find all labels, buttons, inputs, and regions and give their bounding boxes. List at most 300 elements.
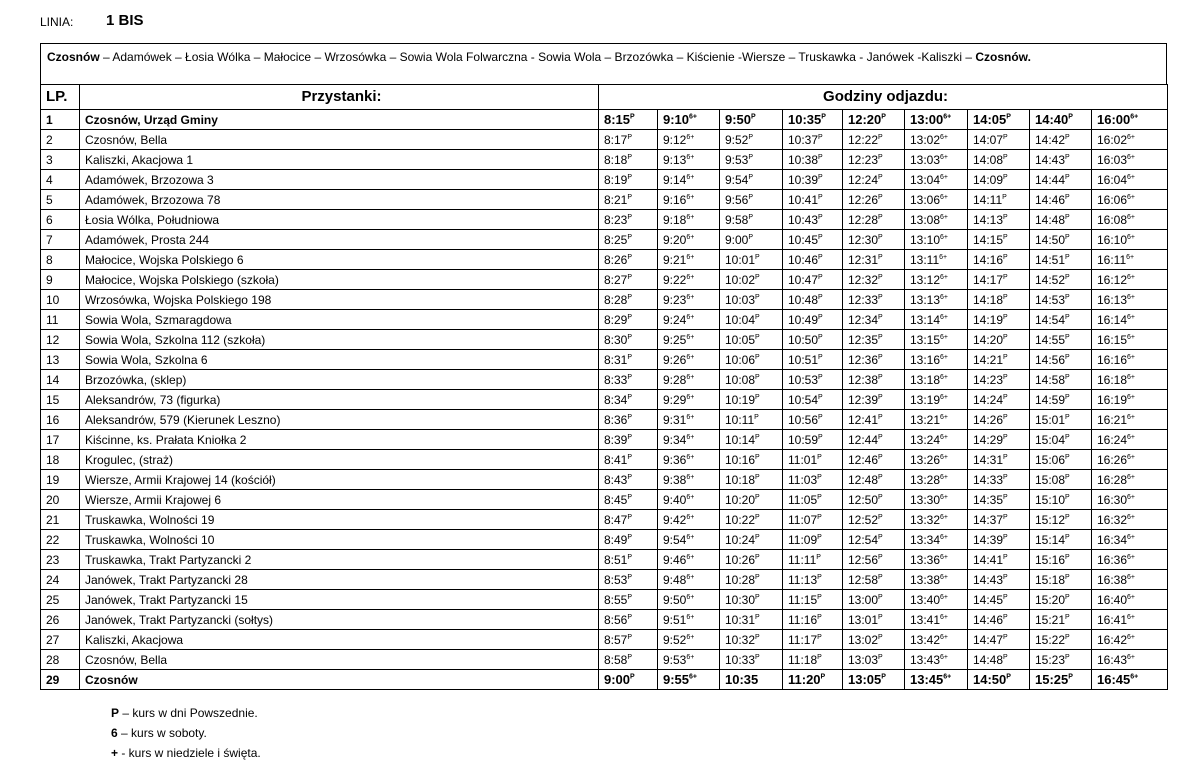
time-value: 16:00 [1097,111,1131,127]
time-value: 16:40 [1097,592,1128,607]
time-value: 11:16 [788,612,818,627]
departure-time [1092,150,1168,170]
time-marker: 6+ [1127,233,1136,241]
departure-time [1092,170,1168,190]
time-marker: P [1065,553,1070,561]
departure-time [658,190,720,210]
time-value: 10:39 [788,172,819,187]
departure-time [599,490,658,510]
departure-time [783,470,843,490]
departure-time [658,230,720,250]
time-value: 10:28 [725,572,756,587]
time-marker: P [878,653,883,661]
departure-time [968,190,1030,210]
departure-time [658,150,720,170]
time-marker: P [1065,253,1070,261]
time-marker: P [1003,553,1008,561]
time-marker: P [755,453,760,461]
time-value: 8:27 [604,272,628,287]
time-value: 13:11 [910,252,940,267]
time-marker: 6+ [1127,613,1136,621]
time-marker: P [755,613,760,621]
time-value: 15:20 [1035,592,1066,607]
departure-time [905,510,968,530]
legend-item-p: P – kurs w dni Powszednie. [111,706,258,720]
departure-time [843,570,905,590]
time-marker: 6+ [686,573,695,581]
departure-time [658,130,720,150]
departure-time [783,530,843,550]
departure-time [658,210,720,230]
row-number: 27 [41,630,80,650]
time-value: 12:46 [848,452,879,467]
time-value: 10:37 [788,132,819,147]
time-value: 13:12 [910,272,941,287]
time-marker: 6+ [940,633,949,641]
time-marker: 6+ [943,673,952,681]
time-marker: P [1068,113,1073,121]
departure-time [843,550,905,570]
time-value: 13:02 [910,132,941,147]
time-value: 11:01 [788,452,818,467]
time-marker: P [627,413,633,421]
row-number: 3 [41,150,80,170]
departure-time [720,170,783,190]
departure-time [843,590,905,610]
stop-name: Adamówek, Brzozowa 78 [80,190,599,210]
time-value: 14:20 [973,332,1004,347]
row-number: 4 [41,170,80,190]
time-marker: P [878,593,883,601]
time-marker: P [818,433,823,441]
departure-time [658,450,720,470]
time-marker: P [817,513,822,521]
time-value: 13:26 [910,452,941,467]
departure-time [905,270,968,290]
departure-time [968,530,1030,550]
table-row [41,130,1168,150]
time-value: 13:10 [910,232,941,247]
departure-time [843,230,905,250]
time-marker: 6+ [686,193,695,201]
time-marker: P [1065,353,1070,361]
departure-time [783,490,843,510]
departure-time [783,370,843,390]
time-marker: 6+ [939,253,948,261]
departure-time [843,390,905,410]
departure-time [1030,270,1092,290]
time-marker: 6+ [686,613,695,621]
departure-time [658,250,720,270]
departure-time [843,350,905,370]
departure-time [720,470,783,490]
time-marker: P [818,373,823,381]
time-marker: P [817,573,822,581]
table-row [41,170,1168,190]
departure-time [1092,390,1168,410]
time-value: 14:42 [1035,132,1066,147]
table-header-row [41,85,1168,110]
time-value: 15:18 [1035,572,1066,587]
table-row [41,370,1168,390]
departure-time [843,310,905,330]
departure-time [658,310,720,330]
time-value: 14:50 [1035,232,1066,247]
time-marker: P [755,473,760,481]
time-value: 9:48 [663,572,687,587]
time-marker: P [1065,193,1070,201]
table-row [41,490,1168,510]
time-value: 12:24 [848,172,879,187]
departure-time [720,550,783,570]
time-marker: 6+ [1127,453,1136,461]
time-marker: P [627,353,633,361]
departure-time [783,590,843,610]
time-marker: 6+ [940,313,949,321]
departure-time [1030,390,1092,410]
time-marker: 6+ [686,313,695,321]
departure-time [905,330,968,350]
time-value: 16:24 [1097,432,1128,447]
departure-time [658,510,720,530]
time-marker: P [818,233,823,241]
time-value: 10:56 [788,412,819,427]
departure-time [905,250,968,270]
time-marker: P [755,333,760,341]
departure-time [720,210,783,230]
time-value: 9:29 [663,392,687,407]
departure-time [783,610,843,630]
departure-time [968,610,1030,630]
time-value: 9:58 [725,212,749,227]
time-value: 15:22 [1035,632,1066,647]
time-marker: P [755,533,760,541]
departure-time [783,150,843,170]
time-value: 9:20 [663,232,687,247]
route-start: Czosnów [47,50,100,64]
time-marker: P [817,453,822,461]
time-marker: 6+ [940,273,949,281]
time-value: 9:14 [663,172,687,187]
departure-time [905,110,968,130]
departure-time [843,450,905,470]
departure-time [843,130,905,150]
time-marker: 6+ [1127,433,1136,441]
time-value: 10:03 [725,292,756,307]
departure-time [1092,190,1168,210]
time-value: 10:01 [725,252,756,267]
time-marker: P [1065,433,1070,441]
time-value: 13:00 [848,592,879,607]
time-value: 12:30 [848,232,879,247]
time-marker: P [1065,473,1070,481]
departure-time [783,190,843,210]
time-marker: P [878,213,883,221]
departure-time [1092,430,1168,450]
departure-time [968,470,1030,490]
time-value: 15:23 [1035,652,1066,667]
legend-item-plus: + - kurs w niedziele i święta. [111,746,261,760]
time-marker: P [878,333,883,341]
time-value: 9:18 [663,212,687,227]
departure-time [1030,210,1092,230]
departure-time [905,530,968,550]
time-marker: P [1003,573,1008,581]
departure-time [905,290,968,310]
departure-time [599,610,658,630]
time-marker: P [1065,133,1070,141]
time-value: 16:34 [1097,532,1128,547]
departure-time [599,190,658,210]
row-number: 18 [41,450,80,470]
time-marker: P [878,193,883,201]
time-marker: P [1003,413,1008,421]
time-value: 14:54 [1035,312,1066,327]
departure-time [658,570,720,590]
departure-time [720,630,783,650]
time-marker: P [820,673,826,681]
time-marker: P [1002,193,1007,201]
time-value: 16:06 [1097,192,1128,207]
time-marker: 6+ [1127,393,1136,401]
table-row [41,630,1168,650]
row-number: 20 [41,490,80,510]
time-marker: 6+ [940,133,949,141]
time-value: 14:24 [973,392,1004,407]
table-row [41,590,1168,610]
time-value: 9:51 [663,612,687,627]
departure-time [968,670,1030,690]
time-value: 14:15 [973,232,1004,247]
time-marker: P [1003,153,1008,161]
departure-time [905,230,968,250]
departure-time [658,170,720,190]
departure-time [968,350,1030,370]
departure-time [1092,130,1168,150]
time-marker: P [817,533,822,541]
time-marker: P [821,113,826,121]
departure-time [599,150,658,170]
time-value: 13:03 [848,652,879,667]
departure-time [658,430,720,450]
table-row [41,310,1168,330]
stop-name: Małocice, Wojska Polskiego (szkoła) [80,270,599,290]
departure-time [905,490,968,510]
time-value: 14:55 [1035,332,1066,347]
time-value: 10:06 [725,352,756,367]
time-value: 8:33 [604,372,628,387]
time-marker: 6+ [940,513,949,521]
time-value: 9:26 [663,352,687,367]
row-number: 29 [41,670,80,690]
time-marker: P [1065,153,1070,161]
time-value: 14:48 [973,652,1004,667]
time-marker: P [1065,293,1070,301]
departure-time [720,190,783,210]
table-row [41,290,1168,310]
departure-time [720,310,783,330]
departure-time [599,430,658,450]
time-marker: 6+ [940,353,949,361]
departure-time [720,150,783,170]
time-value: 8:58 [604,652,628,667]
time-marker: P [817,653,822,661]
departure-time [1030,470,1092,490]
departure-time [968,150,1030,170]
departure-time [599,410,658,430]
departure-time [905,610,968,630]
time-value: 13:24 [910,432,941,447]
departure-time [1092,570,1168,590]
departure-time [905,630,968,650]
time-value: 15:21 [1035,612,1066,627]
departure-time [905,350,968,370]
departure-time [843,490,905,510]
time-value: 10:43 [788,212,819,227]
time-value: 14:19 [973,312,1004,327]
time-marker: P [878,253,883,261]
time-value: 10:30 [725,592,756,607]
time-marker: P [818,313,823,321]
time-marker: P [1003,173,1008,181]
time-marker: P [878,133,883,141]
time-value: 16:10 [1097,232,1128,247]
departure-time [783,350,843,370]
time-value: 15:14 [1035,532,1066,547]
departure-time [905,550,968,570]
departure-time [1092,670,1168,690]
time-value: 13:34 [910,532,941,547]
time-marker: P [818,333,823,341]
time-value: 8:18 [604,152,628,167]
time-value: 15:08 [1035,472,1066,487]
time-marker: 6+ [940,493,949,501]
time-marker: P [1065,493,1070,501]
time-value: 9:46 [663,552,687,567]
time-marker: P [627,373,633,381]
departure-time [1092,490,1168,510]
time-value: 14:59 [1035,392,1066,407]
departure-time [1030,310,1092,330]
time-value: 14:43 [1035,152,1066,167]
time-marker: P [748,193,754,201]
departure-time [843,630,905,650]
time-marker: P [755,593,760,601]
time-value: 14:05 [973,111,1007,127]
time-marker: 6+ [1126,253,1135,261]
departure-time [1030,410,1092,430]
time-marker: 6+ [1127,413,1136,421]
time-marker: P [627,193,633,201]
line-number: 1 BIS [106,12,144,29]
departure-time [1092,250,1168,270]
row-number: 15 [41,390,80,410]
departure-time [843,430,905,450]
time-marker: P [755,633,760,641]
departure-time [843,370,905,390]
departure-time [599,370,658,390]
table-row [41,390,1168,410]
time-value: 13:14 [910,312,941,327]
time-value: 10:16 [725,452,756,467]
time-marker: P [1003,653,1008,661]
time-value: 9:31 [663,412,687,427]
time-value: 16:41 [1097,612,1128,627]
departure-time [783,310,843,330]
time-marker: P [1065,413,1070,421]
time-value: 11:05 [788,492,818,507]
time-value: 9:52 [725,132,749,147]
departure-time [720,450,783,470]
time-marker: P [878,573,883,581]
row-number: 22 [41,530,80,550]
departure-time [783,630,843,650]
departure-time [720,670,783,690]
departure-time [905,470,968,490]
time-value: 10:11 [725,412,755,427]
time-marker: 6+ [1127,333,1136,341]
departure-time [599,330,658,350]
departure-time [843,470,905,490]
time-marker: P [878,273,883,281]
time-value: 13:03 [910,152,941,167]
table-row [41,250,1168,270]
row-number: 24 [41,570,80,590]
departure-time [843,170,905,190]
departure-time [968,230,1030,250]
departure-time [658,270,720,290]
time-value: 11:17 [788,632,818,647]
time-value: 8:31 [604,352,628,367]
departure-time [1030,570,1092,590]
time-marker: 6+ [686,413,695,421]
time-marker: 6+ [1127,473,1136,481]
time-marker: P [1003,253,1008,261]
departure-time [720,250,783,270]
time-marker: 6+ [1127,593,1136,601]
time-value: 12:23 [848,152,879,167]
departure-time [1030,610,1092,630]
time-marker: P [818,153,823,161]
departure-time [1092,650,1168,670]
table-row [41,210,1168,230]
time-value: 8:30 [604,332,628,347]
time-marker: P [1003,433,1008,441]
table-row [41,570,1168,590]
departure-time [783,250,843,270]
time-value: 14:51 [1035,252,1066,267]
departure-time [905,150,968,170]
departure-time [1030,670,1092,690]
departure-time [905,210,968,230]
departure-time [1092,110,1168,130]
departure-time [905,450,968,470]
time-marker: 6+ [1127,213,1136,221]
time-value: 9:56 [725,192,749,207]
departure-time [1092,270,1168,290]
time-value: 14:45 [973,592,1004,607]
time-value: 10:14 [725,432,756,447]
stop-name: Aleksandrów, 579 (Kierunek Leszno) [80,410,599,430]
time-marker: P [878,533,883,541]
time-marker: P [627,233,633,241]
departure-time [1092,630,1168,650]
row-number: 23 [41,550,80,570]
time-value: 14:39 [973,532,1004,547]
departure-time [783,330,843,350]
time-marker: P [878,513,883,521]
time-value: 9:24 [663,312,687,327]
